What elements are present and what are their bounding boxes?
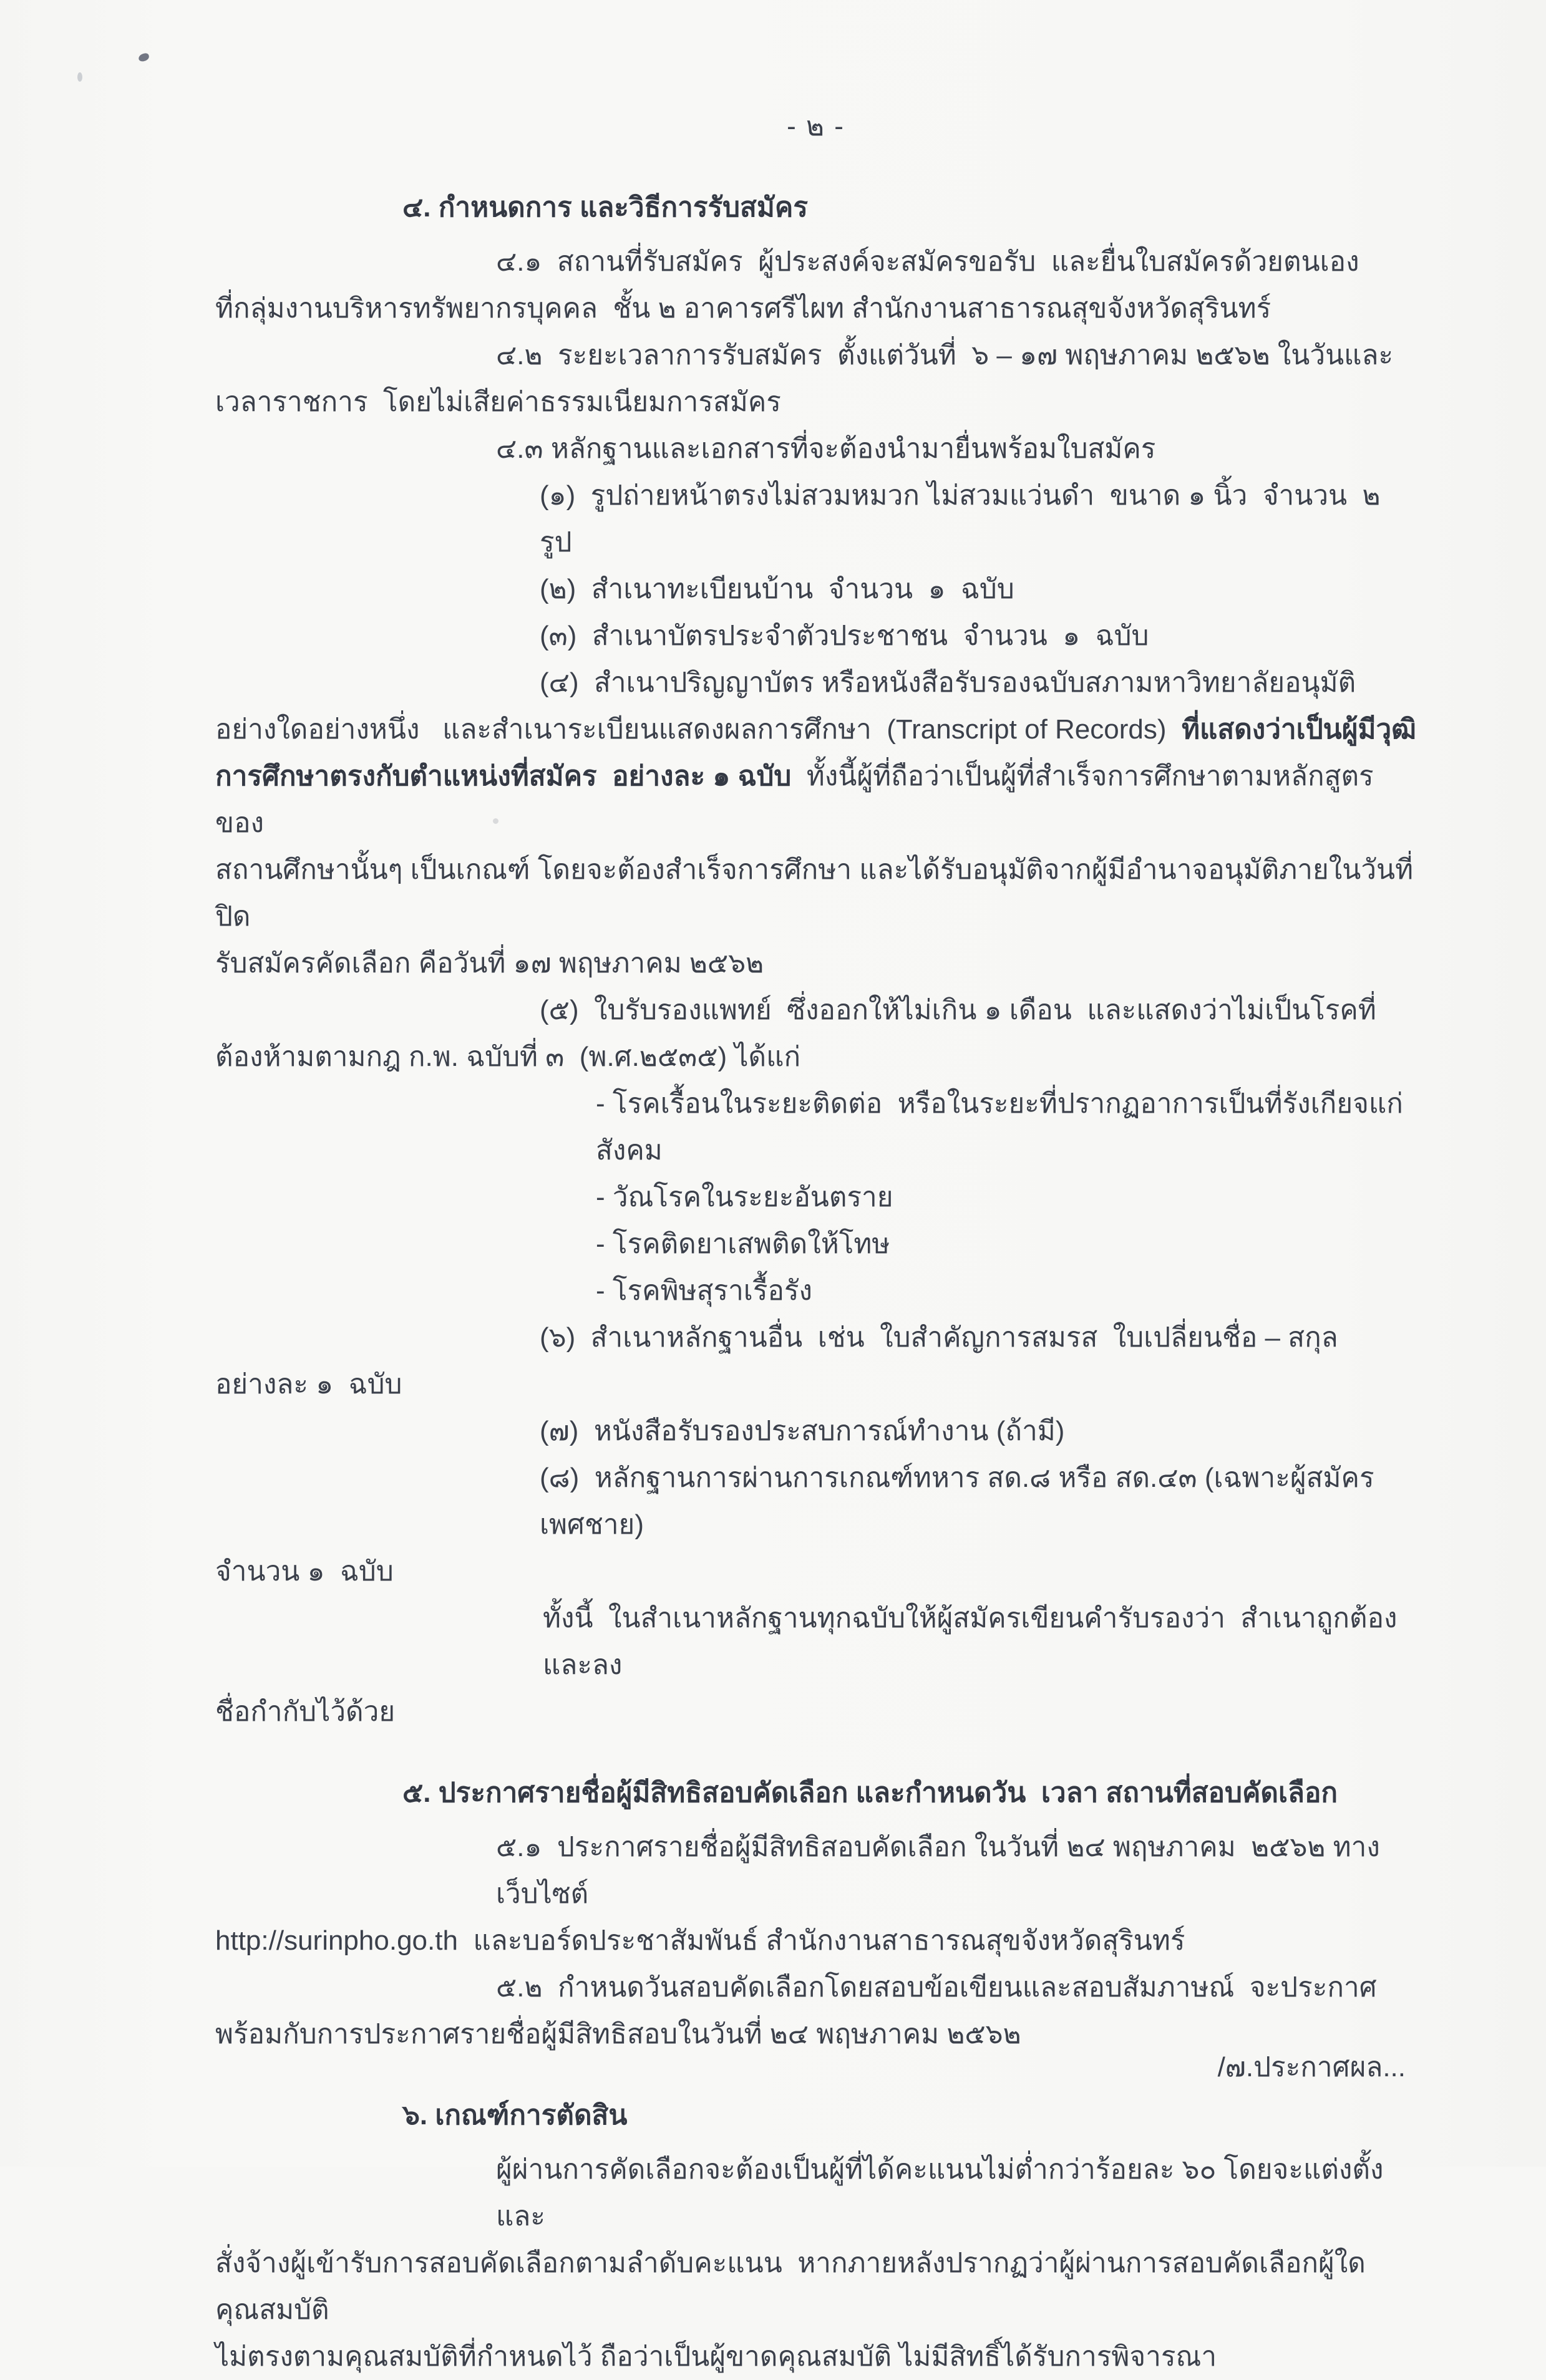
text-line [540, 612, 1416, 659]
text-line [215, 1688, 1416, 1735]
text: ผู้ผ่านการคัดเลือกจะต้องเป็นผู้ที่ได้คะแนนไม่ต่ำกว่าร้อยละ ๖๐ โดยจะแต่งตั้ง และ [496, 2154, 1399, 2232]
text-line [540, 1314, 1416, 1361]
text-line [540, 566, 1416, 612]
text: (๖) สำเนาหลักฐานอื่น เช่น ใบสำคัญการสมรส ใบเปลี่ยนชื่อ – สกุล [540, 1322, 1338, 1353]
section [215, 184, 1416, 1735]
text: - โรคติดยาเสพติดให้โทษ [596, 1229, 890, 1259]
text: จำนวน ๑ ฉบับ [215, 1556, 394, 1587]
text-line [596, 1267, 1416, 1314]
text-line [215, 753, 1416, 846]
text-line [540, 987, 1416, 1033]
scan-artifact [493, 818, 498, 824]
text: (๗) หนังสือรับรองประสบการณ์ทำงาน (ถ้ามี) [540, 1416, 1065, 1446]
text: (๕) ใบรับรองแพทย์ ซึ่งออกให้ไม่เกิน ๑ เดือน และแสดงว่าไม่เป็นโรคที่ [540, 995, 1376, 1025]
text: (๑) รูปถ่ายหน้าตรงไม่สวมหมวก ไม่สวมแว่นดำ ขนาด ๑ นิ้ว จำนวน ๒ รูป [540, 480, 1388, 558]
text: ๕.๑ ประกาศรายชื่อผู้มีสิทธิสอบคัดเลือก ในวันที่ ๒๔ พฤษภาคม ๒๕๖๒ ทางเว็บไซต์ [496, 1832, 1380, 1909]
text-line [596, 1174, 1416, 1221]
text-line [215, 846, 1416, 940]
text-line [496, 2146, 1416, 2240]
continuation-note: /๗.ประกาศผล... [1217, 2052, 1406, 2082]
text: (๔) สำเนาปริญญาบัตร หรือหนังสือรับรองฉบับสภามหาวิทยาลัยอนุมัติ [540, 667, 1356, 698]
text: รับสมัครคัดเลือก คือวันที่ ๑๗ พฤษภาคม ๒๕๖๒ [215, 948, 764, 979]
text-line [215, 1548, 1416, 1595]
text-line [215, 1917, 1416, 1964]
page-number: - ๒ - [787, 111, 845, 142]
text-line [215, 2333, 1416, 2380]
text-line [496, 1824, 1416, 1917]
text-line [596, 1080, 1416, 1174]
text: ๕.๒ กำหนดวันสอบคัดเลือกโดยสอบข้อเขียนและสอบสัมภาษณ์ จะประกาศ [496, 1972, 1377, 2003]
text: (๘) หลักฐานการผ่านการเกณฑ์ทหาร สด.๘ หรือ สด.๔๓ (เฉพาะผู้สมัครเพศชาย) [540, 1463, 1374, 1540]
text: พร้อมกับการประกาศรายชื่อผู้มีสิทธิสอบในวันที่ ๒๔ พฤษภาคม ๒๕๖๒ [215, 2019, 1021, 2049]
text-line [215, 2240, 1416, 2333]
text: - โรคพิษสุราเรื้อรัง [596, 1275, 812, 1306]
text-line [540, 1454, 1416, 1548]
text-line [215, 285, 1416, 332]
section [215, 2092, 1416, 2380]
text: (๒) สำเนาทะเบียนบ้าน จำนวน ๑ ฉบับ [540, 574, 1014, 604]
text: - โรคเรื้อนในระยะติดต่อ หรือในระยะที่ปรากฏอาการเป็นที่รังเกียจแก่สังคม [596, 1088, 1403, 1166]
text-line [215, 1033, 1416, 1080]
text-line [540, 659, 1416, 706]
text-line [496, 425, 1416, 472]
text-line [496, 238, 1416, 285]
text-line [496, 1964, 1416, 2011]
scan-artifact [138, 52, 150, 62]
section-heading: ๖. เกณฑ์การตัดสิน [402, 2100, 628, 2131]
text-line [496, 332, 1416, 379]
text-line [215, 706, 1416, 753]
text: อย่างใดอย่างหนึ่ง และสำเนาระเบียนแสดงผลการศึกษา (Transcript of Records) [215, 714, 1182, 745]
text: ต้องห้ามตามกฎ ก.พ. ฉบับที่ ๓ (พ.ศ.๒๕๓๕) ได้แก่ [215, 1042, 801, 1072]
text: สถานศึกษานั้นๆ เป็นเกณฑ์ โดยจะต้องสำเร็จการศึกษา และได้รับอนุมัติจากผู้มีอำนาจอนุมัติภายในวันที่ปิด [215, 854, 1414, 932]
text: (๓) สำเนาบัตรประจำตัวประชาชน จำนวน ๑ ฉบับ [540, 621, 1149, 651]
text: http://surinpho.go.th และบอร์ดประชาสัมพันธ์ สำนักงานสาธารณสุขจังหวัดสุรินทร์ [215, 1925, 1185, 1956]
text: ๔.๒ ระยะเวลาการรับสมัคร ตั้งแต่วันที่ ๖ – ๑๗ พฤษภาคม ๒๕๖๒ ในวันและ [496, 340, 1394, 370]
text-line [543, 1595, 1416, 1688]
section [215, 1769, 1416, 2058]
text: ที่กลุ่มงานบริหารทรัพยากรบุคคล ชั้น ๒ อาคารศรีไผท สำนักงานสาธารณสุขจังหวัดสุรินทร์ [215, 293, 1271, 324]
text-line [215, 940, 1416, 987]
section-heading: ๕. ประกาศรายชื่อผู้มีสิทธิสอบคัดเลือก และกำหนดวัน เวลา สถานที่สอบคัดเลือก [402, 1778, 1338, 1808]
text: ชื่อกำกับไว้ด้วย [215, 1696, 396, 1727]
scan-artifact [77, 72, 82, 82]
text: ๔.๑ สถานที่รับสมัคร ผู้ประสงค์จะสมัครขอรับ และยื่นใบสมัครด้วยตนเอง [496, 246, 1359, 277]
text: เวลาราชการ โดยไม่เสียค่าธรรมเนียมการสมัคร [215, 387, 781, 417]
text-line [540, 1408, 1416, 1454]
text-line [215, 1361, 1416, 1408]
text: - วัณโรคในระยะอันตราย [596, 1182, 893, 1212]
text: ๔.๓ หลักฐานและเอกสารที่จะต้องนำมายื่นพร้อมใบสมัคร [496, 433, 1156, 464]
text: อย่างละ ๑ ฉบับ [215, 1369, 402, 1400]
text: ไม่ตรงตามคุณสมบัติที่กำหนดไว้ ถือว่าเป็นผู้ขาดคุณสมบัติ ไม่มีสิทธิ์ได้รับการพิจารณา [215, 2341, 1217, 2372]
bold-text: ที่แสดงว่าเป็นผู้มีวุฒิ [1181, 714, 1416, 745]
text: สั่งจ้างผู้เข้ารับการสอบคัดเลือกตามลำดับคะแนน หากภายหลังปรากฏว่าผู้ผ่านการสอบคัดเลือกผู้ใดคุณสมบัติ [215, 2248, 1366, 2325]
text-line [540, 472, 1416, 566]
section-heading: ๔. กำหนดการ และวิธีการรับสมัคร [402, 192, 808, 223]
text-line [596, 1221, 1416, 1267]
text-line [215, 379, 1416, 425]
text: ทั้งนี้ ในสำเนาหลักฐานทุกฉบับให้ผู้สมัครเขียนคำรับรองว่า สำเนาถูกต้องและลง [543, 1603, 1398, 1680]
text: ทั้งนี้ผู้ที่ถือว่าเป็นผู้ที่สำเร็จการศึกษาตามหลักสูตรของ [215, 761, 1374, 838]
bold-text: การศึกษาตรงกับตำแหน่งที่สมัคร อย่างละ ๑ ฉบับ [215, 761, 792, 791]
